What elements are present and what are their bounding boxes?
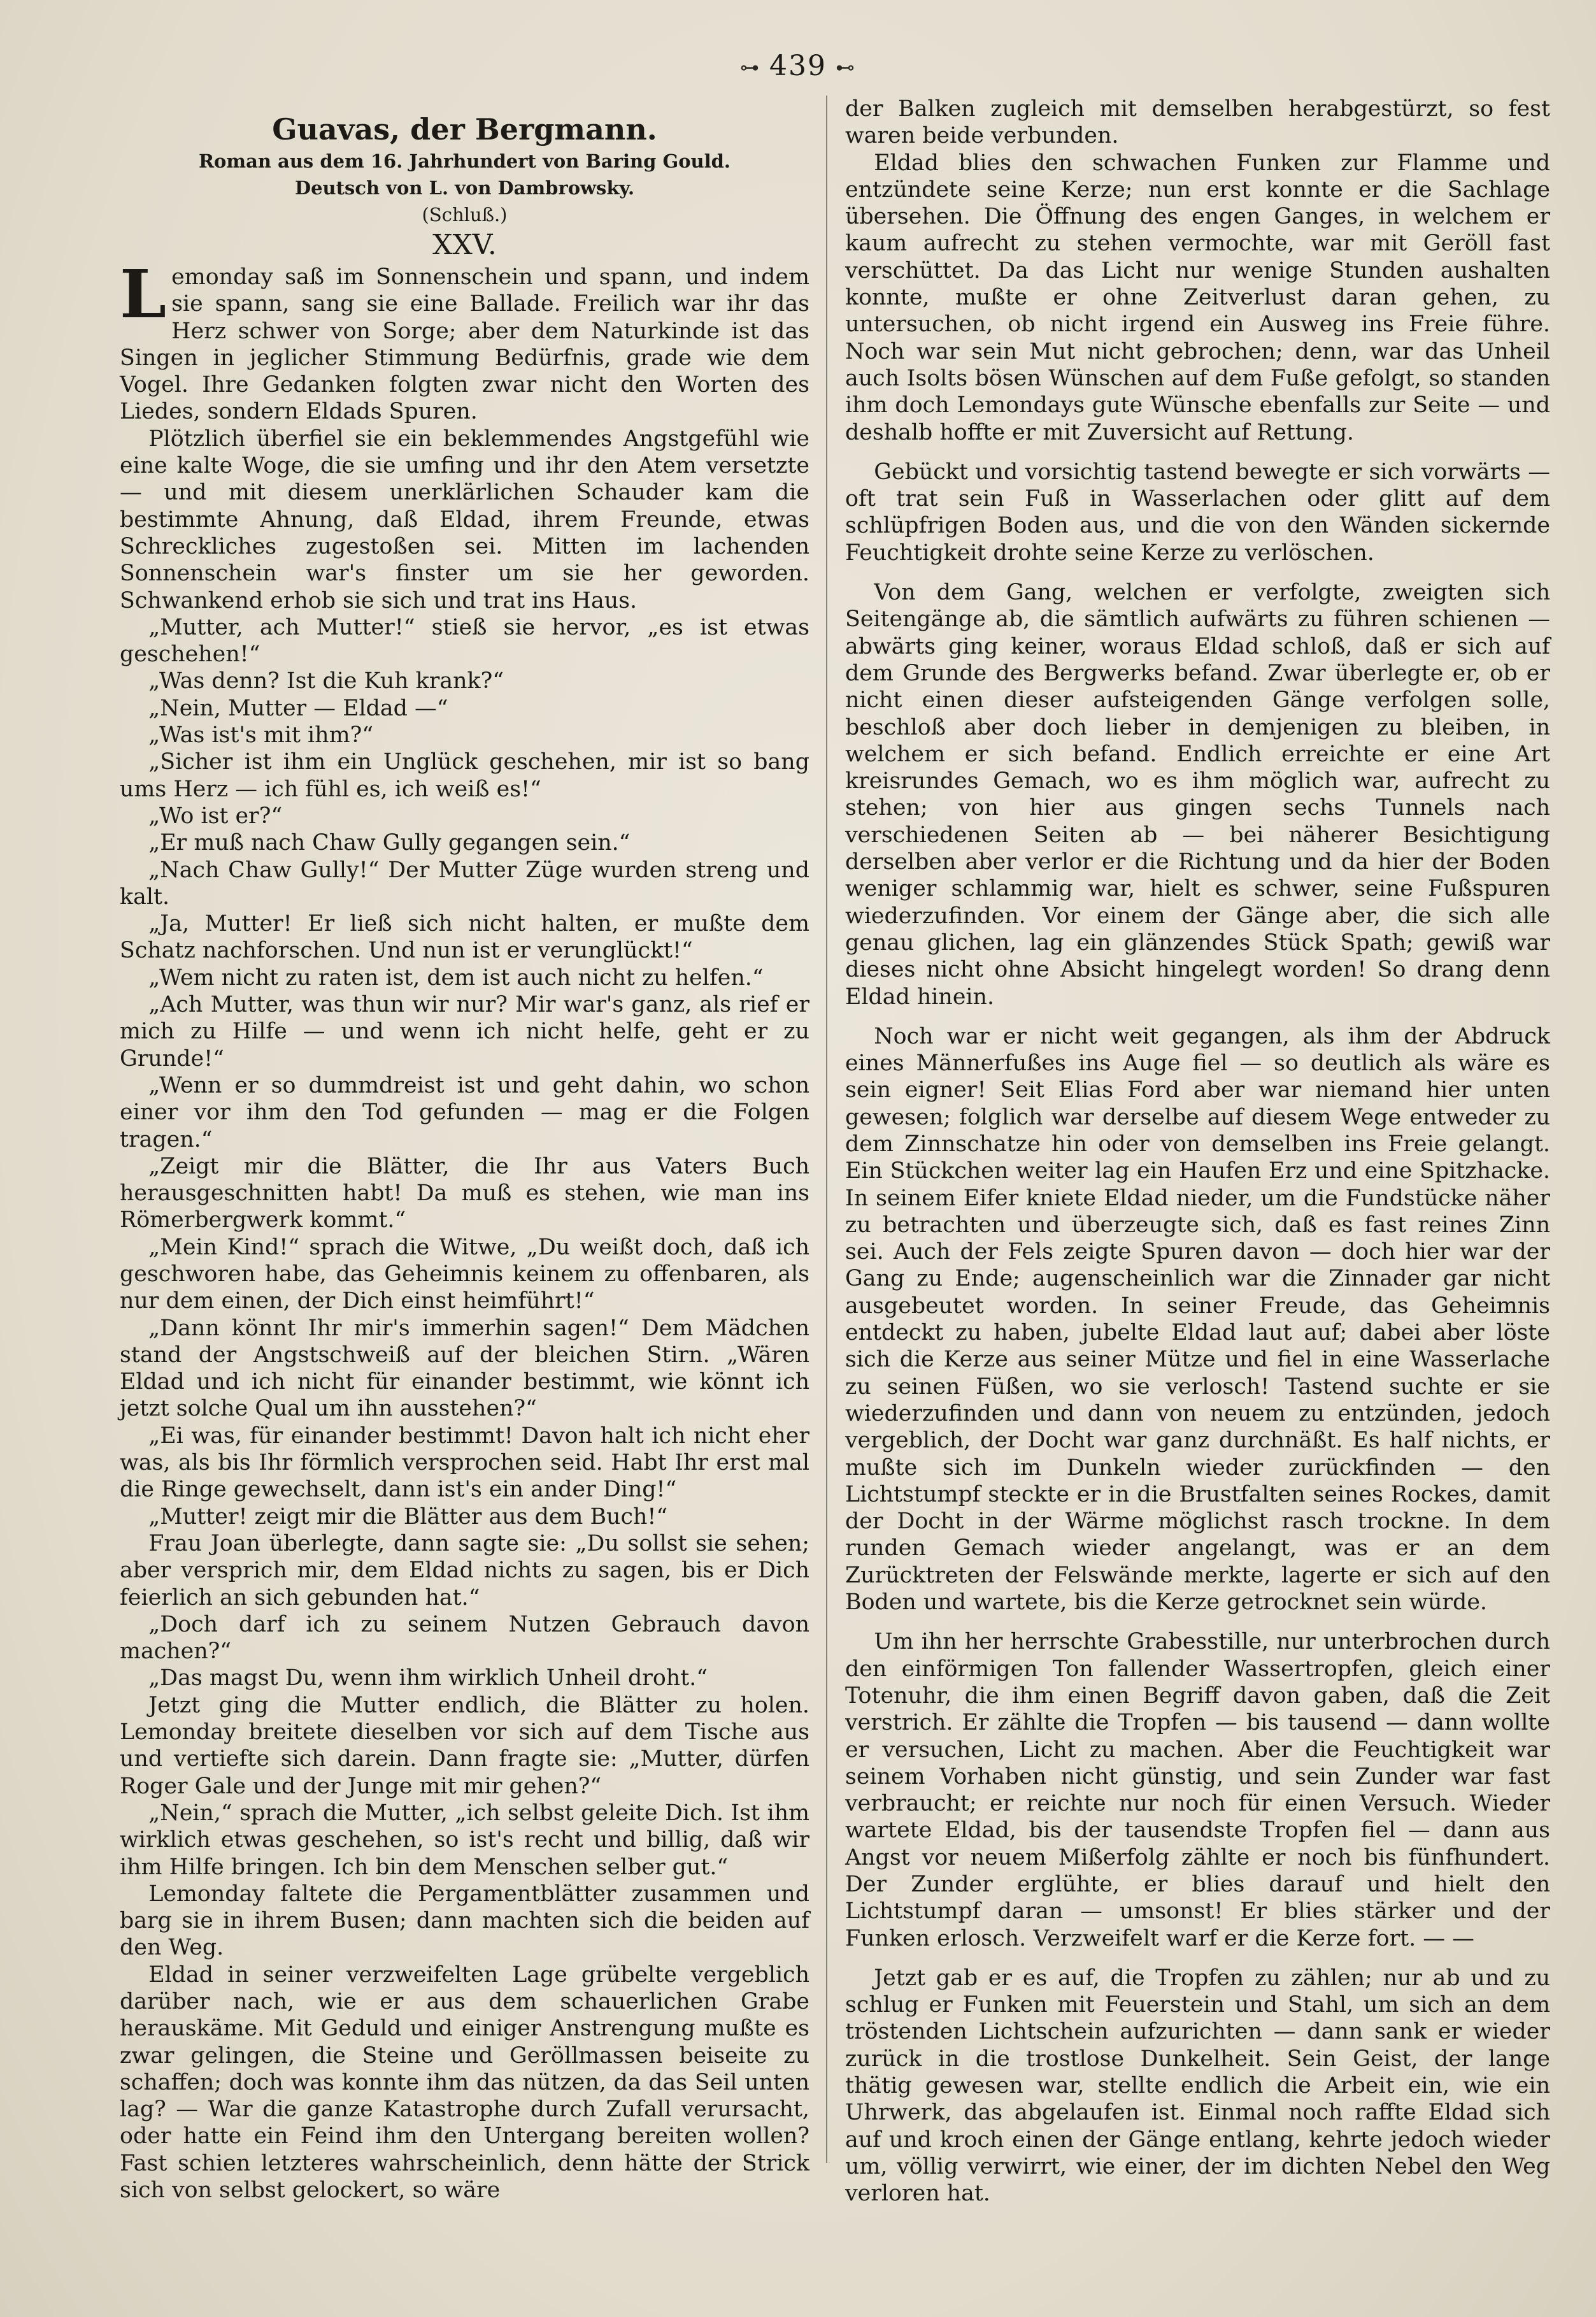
- right-column: [845, 96, 1550, 2207]
- first-paragraph: [120, 255, 809, 426]
- left-paragraph: „Wo ist er?“: [148, 803, 283, 829]
- left-paragraph: „Was ist's mit ihm?“: [148, 722, 374, 749]
- left-paragraph: Plötzlich überfiel sie ein beklemmendes Angstgefühl wie eine kalte Woge, die sie umfing und ihr den Atem versetzte — und mit diesem unerklärlichen Schauder kam die bestimmte Ahnung, daß Eldad, ihrem Freunde, etwas Schreckliches zugestoßen sei. Mitten im lachenden Sonnenschein war's finster um sie her geworden. Schwankend erhob sie sich und trat ins Haus.: [120, 426, 809, 613]
- page-number: 439: [769, 50, 827, 82]
- left-paragraph: „Nein, Mutter — Eldad —“: [148, 695, 448, 721]
- left-paragraph: „Wem nicht zu raten ist, dem ist auch nicht zu helfen.“: [148, 965, 764, 991]
- left-paragraph: „Zeigt mir die Blätter, die Ihr aus Vaters Buch herausgeschnitten habt! Da muß es stehen, wie man ins Römerbergwerk kommt.“: [120, 1153, 809, 1233]
- left-paragraph: „Mutter, ach Mutter!“ stieß sie hervor, „es ist etwas geschehen!“: [120, 614, 809, 668]
- left-paragraph: „Ei was, für einander bestimmt! Davon halt ich nicht eher was, als bis Ihr förmlich versprochen seid. Habt Ihr erst mal die Ringe gewechselt, dann ist's ein ander Ding!“: [120, 1423, 809, 1503]
- left-paragraph: „Nach Chaw Gully!“ Der Mutter Züge wurden streng und kalt.: [120, 857, 809, 910]
- left-paragraph: „Er muß nach Chaw Gully gegangen sein.“: [148, 830, 631, 856]
- column-divider: [826, 96, 827, 2163]
- chapter-heading: XXV.: [432, 229, 497, 261]
- left-ornament-icon: ⊶: [740, 57, 760, 79]
- left-paragraph: „Was denn? Ist die Kuh krank?“: [148, 668, 504, 694]
- article-note: (Schluß.): [422, 204, 508, 226]
- left-paragraph: Eldad in seiner verzweifelten Lage grübelte vergeblich darüber nach, wie er aus dem schauerlichen Grabe herauskäme. Mit Geduld und einiger Anstrengung mußte es zwar gelingen, die Steine und Geröllmassen beiseite zu schaffen; doch was konnte ihm das nützen, da das Seil unten lag? — War die ganze Katastrophe durch Zufall verursacht, oder hatte ein Feind ihm den Untergang bereiten wollen? Fast schien letzteres wahrscheinlich, denn hätte der Strick sich von selbst gelockert, so wäre: [120, 1962, 809, 2204]
- right-paragraph: Eldad blies den schwachen Funken zur Flamme und entzündete seine Kerze; nun erst konnte er die Sachlage übersehen. Die Öffnung des engen Ganges, in welchem er kaum aufrecht zu stehen vermochte, war mit Geröll fast verschüttet. Da das Licht nur wenige Stunden aushalten konnte, mußte er ohne Zeitverlust daran gehen, zu untersuchen, ob nicht irgend ein Ausweg ins Freie führe. Noch war sein Mut nicht gebrochen; denn, war das Unheil auch Isolts bösen Wünschen auf dem Fuße gefolgt, so standen ihm doch Lemondays gute Wünsche ebenfalls zur Seite — und deshalb hoffte er mit Zuversicht auf Rettung.: [845, 150, 1550, 445]
- continuation-paragraph: der Balken zugleich mit demselben herabgestürzt, so fest waren beide verbunden.: [845, 96, 1550, 149]
- left-paragraph: Frau Joan überlegte, dann sagte sie: „Du sollst sie sehen; aber versprich mir, dem Eldad nichts zu sagen, bis er Dich feierlich an sich gebunden hat.“: [120, 1530, 809, 1610]
- article-translator: Deutsch von L. von Dambrowsky.: [294, 177, 635, 199]
- article-subtitle: Roman aus dem 16. Jahrhundert von Baring Gould.: [198, 150, 731, 172]
- left-paragraph: „Sicher ist ihm ein Unglück geschehen, mir ist so bang ums Herz — ich fühl es, ich weiß es!“: [120, 749, 809, 802]
- left-paragraph: „Wenn er so dummdreist ist und geht dahin, wo schon einer vor ihm den Tod gefunden — mag er die Folgen tragen.“: [120, 1072, 809, 1152]
- right-ornament-icon: ⊷: [835, 57, 856, 79]
- right-paragraph: Von dem Gang, welchen er verfolgte, zweigten sich Seitengänge ab, die sämtlich aufwärts zu führen schienen — abwärts ging keiner, woraus Eldad schloß, daß er sich auf dem Grunde des Bergwerks befand. Zwar überlegte er, ob er nicht einen dieser aufsteigenden Gänge verfolgen solle, beschloß aber doch lieber in demjenigen zu bleiben, in welchem er sich befand. Endlich erreichte er eine Art kreisrundes Gemach, wo es ihm möglich war, aufrecht zu stehen; von hier aus gingen sechs Tunnels nach verschiedenen Seiten ab — bei näherer Besichtigung derselben aber verlor er die Richtung und da hier der Boden weniger schlammig war, hielt es schwer, seine Fußspuren wiederzufinden. Vor einem der Gänge aber, die sich alle genau glichen, lag ein glänzendes Stück Spath; gewiß war dieses nicht ohne Absicht hingelegt worden! So drang denn Eldad hinein.: [845, 580, 1550, 1010]
- left-paragraph: „Nein,“ sprach die Mutter, „ich selbst geleite Dich. Ist ihm wirklich etwas geschehen, so ist's recht und billig, daß wir ihm Hilfe bringen. Ich bin dem Menschen selber gut.“: [120, 1800, 809, 1880]
- right-paragraph: Gebückt und vorsichtig tastend bewegte er sich vorwärts — oft trat sein Fuß in Wasserlachen oder glitt auf dem schlüpfrigen Boden aus, und die von den Wänden sickernde Feuchtigkeit drohte seine Kerze zu verlöschen.: [845, 459, 1550, 566]
- left-paragraph: „Mein Kind!“ sprach die Witwe, „Du weißt doch, daß ich geschworen habe, das Geheimnis keinem zu offenbaren, als nur dem einen, der Dich einst heimführt!“: [120, 1234, 809, 1314]
- page-header: [0, 50, 1596, 82]
- left-paragraph: „Das magst Du, wenn ihm wirklich Unheil droht.“: [148, 1665, 708, 1691]
- right-paragraph: Noch war er nicht weit gegangen, als ihm der Abdruck eines Männerfußes ins Auge fiel — so deutlich als wäre es sein eigner! Seit Elias Ford aber war niemand hier unten gewesen; folglich war derselbe auf diesem Wege entweder zu dem Zinnschatze hin oder von demselben ins Freie gelangt. Ein Stückchen weiter lag ein Haufen Erz und eine Spitzhacke. In seinem Eifer kniete Eldad nieder, um die Fundstücke näher zu betrachten und überzeugte sich, daß es fast reines Zinn sei. Auch der Fels zeigte Spuren davon — doch hier war der Gang zu Ende; augenscheinlich war die Zinnader gar nicht ausgebeutet worden. In seiner Freude, das Geheimnis entdeckt zu haben, jubelte Eldad laut auf; dabei aber löste sich die Kerze aus seiner Mütze und fiel in eine Wasserlache zu seinen Füßen, wo sie verlosch! Tastend suchte er sie wiederzufinden und dann von neuem zu entzünden, jedoch vergeblich, der Docht war ganz durchnäßt. Es half nichts, er mußte sich im Dunkeln wieder zurückfinden — den Lichtstumpf steckte er in die Brustfalten seines Rockes, damit der Docht in der Wärme möglichst rasch trockne. In dem runden Gemach wieder angelangt, was er an dem Zurücktreten der Felswände merkte, lagerte er sich auf den Boden und wartete, bis die Kerze getrocknet sein würde.: [845, 1023, 1550, 1616]
- left-paragraph: „Mutter! zeigt mir die Blätter aus dem Buch!“: [148, 1503, 668, 1530]
- left-paragraph: „Doch darf ich zu seinem Nutzen Gebrauch davon machen?“: [120, 1611, 809, 1665]
- left-column: [120, 96, 809, 2204]
- drop-cap: L: [120, 255, 167, 333]
- first-paragraph-text: emonday saß im Sonnenschein und spann, und indem sie spann, sang sie eine Ballade. Freilich war ihr das Herz schwer von Sorge; aber dem Naturkinde ist das Singen in jeglicher Stimmung Bedürfnis, grade wie dem Vogel. Ihre Gedanken folgten zwar nicht den Worten des Liedes, sondern Eldads Spuren.: [120, 264, 809, 425]
- left-paragraph: „Ja, Mutter! Er ließ sich nicht halten, er mußte dem Schatz nachforschen. Und nun ist er verunglückt!“: [120, 911, 809, 964]
- right-paragraph: Jetzt gab er es auf, die Tropfen zu zählen; nur ab und zu schlug er Funken mit Feuerstein und Stahl, um sich an dem tröstenden Lichtschein aufzurichten — dann sank er wieder zurück in die trostlose Dunkelheit. Sein Geist, der lange thätig gewesen war, stellte endlich die Arbeit ein, wie ein Uhrwerk, das abgelaufen ist. Einmal noch raffte Eldad sich auf und kroch einen der Gänge entlang, kehrte jedoch wieder um, völlig verwirrt, wie einer, der im dichten Nebel den Weg verloren hat.: [845, 1965, 1550, 2207]
- left-paragraph: „Dann könnt Ihr mir's immerhin sagen!“ Dem Mädchen stand der Angstschweiß auf der bleichen Stirn. „Wären Eldad und ich nicht für einander bestimmt, wie könnt ich jetzt solche Qual um ihn ausstehen?“: [120, 1315, 809, 1422]
- article-title: Guavas, der Bergmann.: [272, 112, 657, 147]
- left-paragraph: Lemonday faltete die Pergamentblätter zusammen und barg sie in ihrem Busen; dann machten sich die beiden auf den Weg.: [120, 1881, 809, 1961]
- right-paragraph: Um ihn her herrschte Grabesstille, nur unterbrochen durch den einförmigen Ton fallender Wassertropfen, gleich einer Totenuhr, die ihm einen Begriff davon gaben, daß die Zeit verstrich. Er zählte die Tropfen — bis tausend — dann wollte er versuchen, Licht zu machen. Aber die Feuchtigkeit war seinem Vorhaben nicht günstig, und sein Zunder war fast verbraucht; er reichte nur noch für einen Versuch. Wieder wartete Eldad, bis der tausendste Tropfen fiel — dann aus Angst vor neuem Mißerfolg zählte er noch bis fünfhundert. Der Zunder erglühte, er blies darauf und hielt den Lichtstumpf daran — umsonst! Er blies stärker und der Funken erlosch. Verzweifelt warf er die Kerze fort. — —: [845, 1629, 1550, 1951]
- left-paragraph: Jetzt ging die Mutter endlich, die Blätter zu holen. Lemonday breitete dieselben vor sich auf dem Tische aus und vertiefte sich darein. Dann fragte sie: „Mutter, dürfen Roger Gale und der Junge mit mir gehen?“: [120, 1692, 809, 1799]
- left-paragraph: „Ach Mutter, was thun wir nur? Mir war's ganz, als rief er mich zu Hilfe — und wenn ich nicht helfe, geht er zu Grunde!“: [120, 992, 809, 1072]
